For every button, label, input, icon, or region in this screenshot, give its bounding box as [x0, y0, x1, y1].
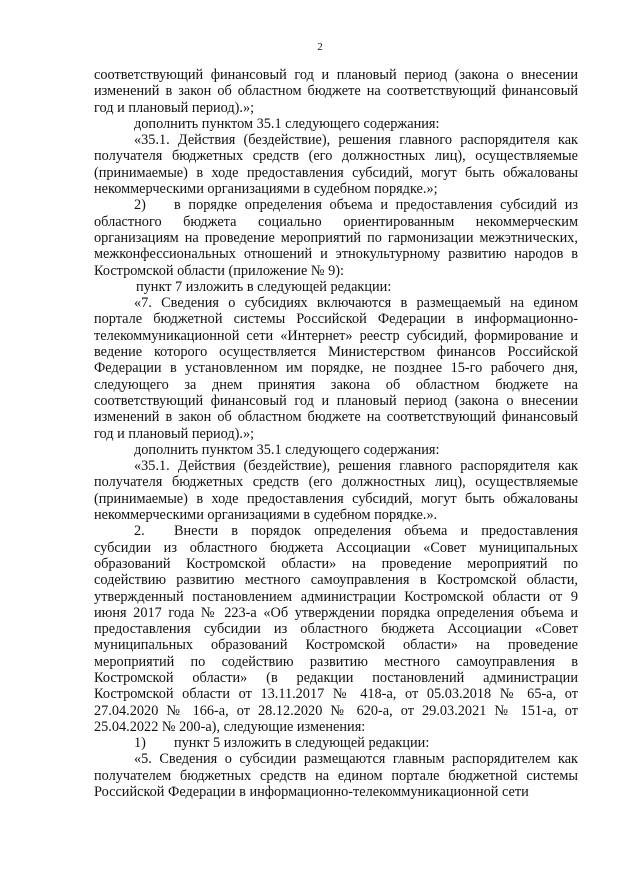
paragraph-text: «7. Сведения о субсидиях включаются в размещаемый на едином портале бюджетной системы Российской Федерации в информационно-телекоммуникационной сети «Интернет» реестр субсидий, формирование и ведение которого осуществляется Министерством финансов Российской Федерации в установленном им порядке, не позднее 15-го рабочего дня, следующего за днем принятия закона об областном бюджете на соответствующий финансовый год и плановый период (закона о внесении изменений в закон об областном бюджете на соответствующий финансовый год и плановый период).»;	[94, 295, 578, 442]
item-number: 1)	[134, 735, 146, 752]
document-body	[94, 67, 578, 800]
paragraph-quote-35-1	[94, 132, 578, 197]
paragraph-quote-35-1	[94, 458, 578, 523]
paragraph-section-2	[94, 523, 578, 735]
page-number: 2	[317, 41, 323, 53]
paragraph-text: соответствующий финансовый год и плановый период (закона о внесении изменений в закон об областном бюджете на соответствующий финансовый год и плановый период).»;	[94, 67, 578, 116]
paragraph-text: дополнить пунктом 35.1 следующего содержания:	[134, 441, 440, 458]
paragraph-amendment-intro	[94, 116, 578, 132]
paragraph-amendment-intro	[94, 442, 578, 458]
paragraph-text: пункт 5 изложить в следующей редакции:	[174, 735, 430, 752]
section-number: 2.	[134, 523, 145, 540]
paragraph-quote-7	[94, 295, 578, 442]
paragraph-continuation	[94, 67, 578, 116]
item-number: 2)	[134, 197, 146, 214]
paragraph-quote-5	[94, 751, 578, 800]
paragraph-text: «35.1. Действия (бездействие), решения главного распорядителя как получателя бюджетных средств (его должностных лиц), осуществляемые (принимаемые) в ходе предоставления субсидий, могут быть обжалованы некоммерческими организациями в судебном порядке.»;	[94, 132, 578, 198]
paragraph-item-2	[94, 197, 578, 278]
paragraph-item-1	[94, 735, 578, 751]
paragraph-text: в порядке определения объема и предоставления субсидий из областного бюджета социально ориентированным некоммерческим организациям на проведение мероприятий по гармонизации межэтнических, межконфессиональных отношений и этнокультурному развитию народов в Костромской области (приложение № 9):	[94, 197, 578, 279]
paragraph-text: «5. Сведения о субсидии размещаются главным распорядителем как получателем бюджетных средств на едином портале бюджетной системы Российской Федерации в информационно-телекоммуникационной сети	[94, 751, 578, 801]
paragraph-text: пункт 7 изложить в следующей редакции:	[136, 278, 392, 295]
paragraph-point-7-intro	[94, 279, 578, 295]
paragraph-text: дополнить пунктом 35.1 следующего содержания:	[134, 115, 440, 132]
paragraph-text: «35.1. Действия (бездействие), решения главного распорядителя как получателя бюджетных средств (его должностных лиц), осуществляемые (принимаемые) в ходе предоставления субсидий, могут быть обжалованы некоммерческими организациями в судебном порядке.».	[94, 458, 578, 524]
paragraph-text: Внести в порядок определения объема и предоставления субсидии из областного бюджета Ассоциации «Совет муниципальных образований Костромской области» на проведение мероприятий по содействию развитию местного самоуправления в Костромской области, утвержденный постановлением администрации Костромской области от 9 июня 2017 года № 223-а «Об утверждении порядка определения объема и предоставления субсидии из областного бюджета Ассоциации «Совет муниципальных образований Костромской области» на проведение мероприятий по содействию развитию местного самоуправления в Костромской области» (в редакции постановлений администрации Костромской области от 13.11.2017 № 418-а, от 05.03.2018 № 65-а, от 27.04.2020 № 166-а, от 28.12.2020 № 620-а, от 29.03.2021 № 151-а, от 25.04.2022 № 200-а), следующие изменения:	[94, 523, 578, 735]
